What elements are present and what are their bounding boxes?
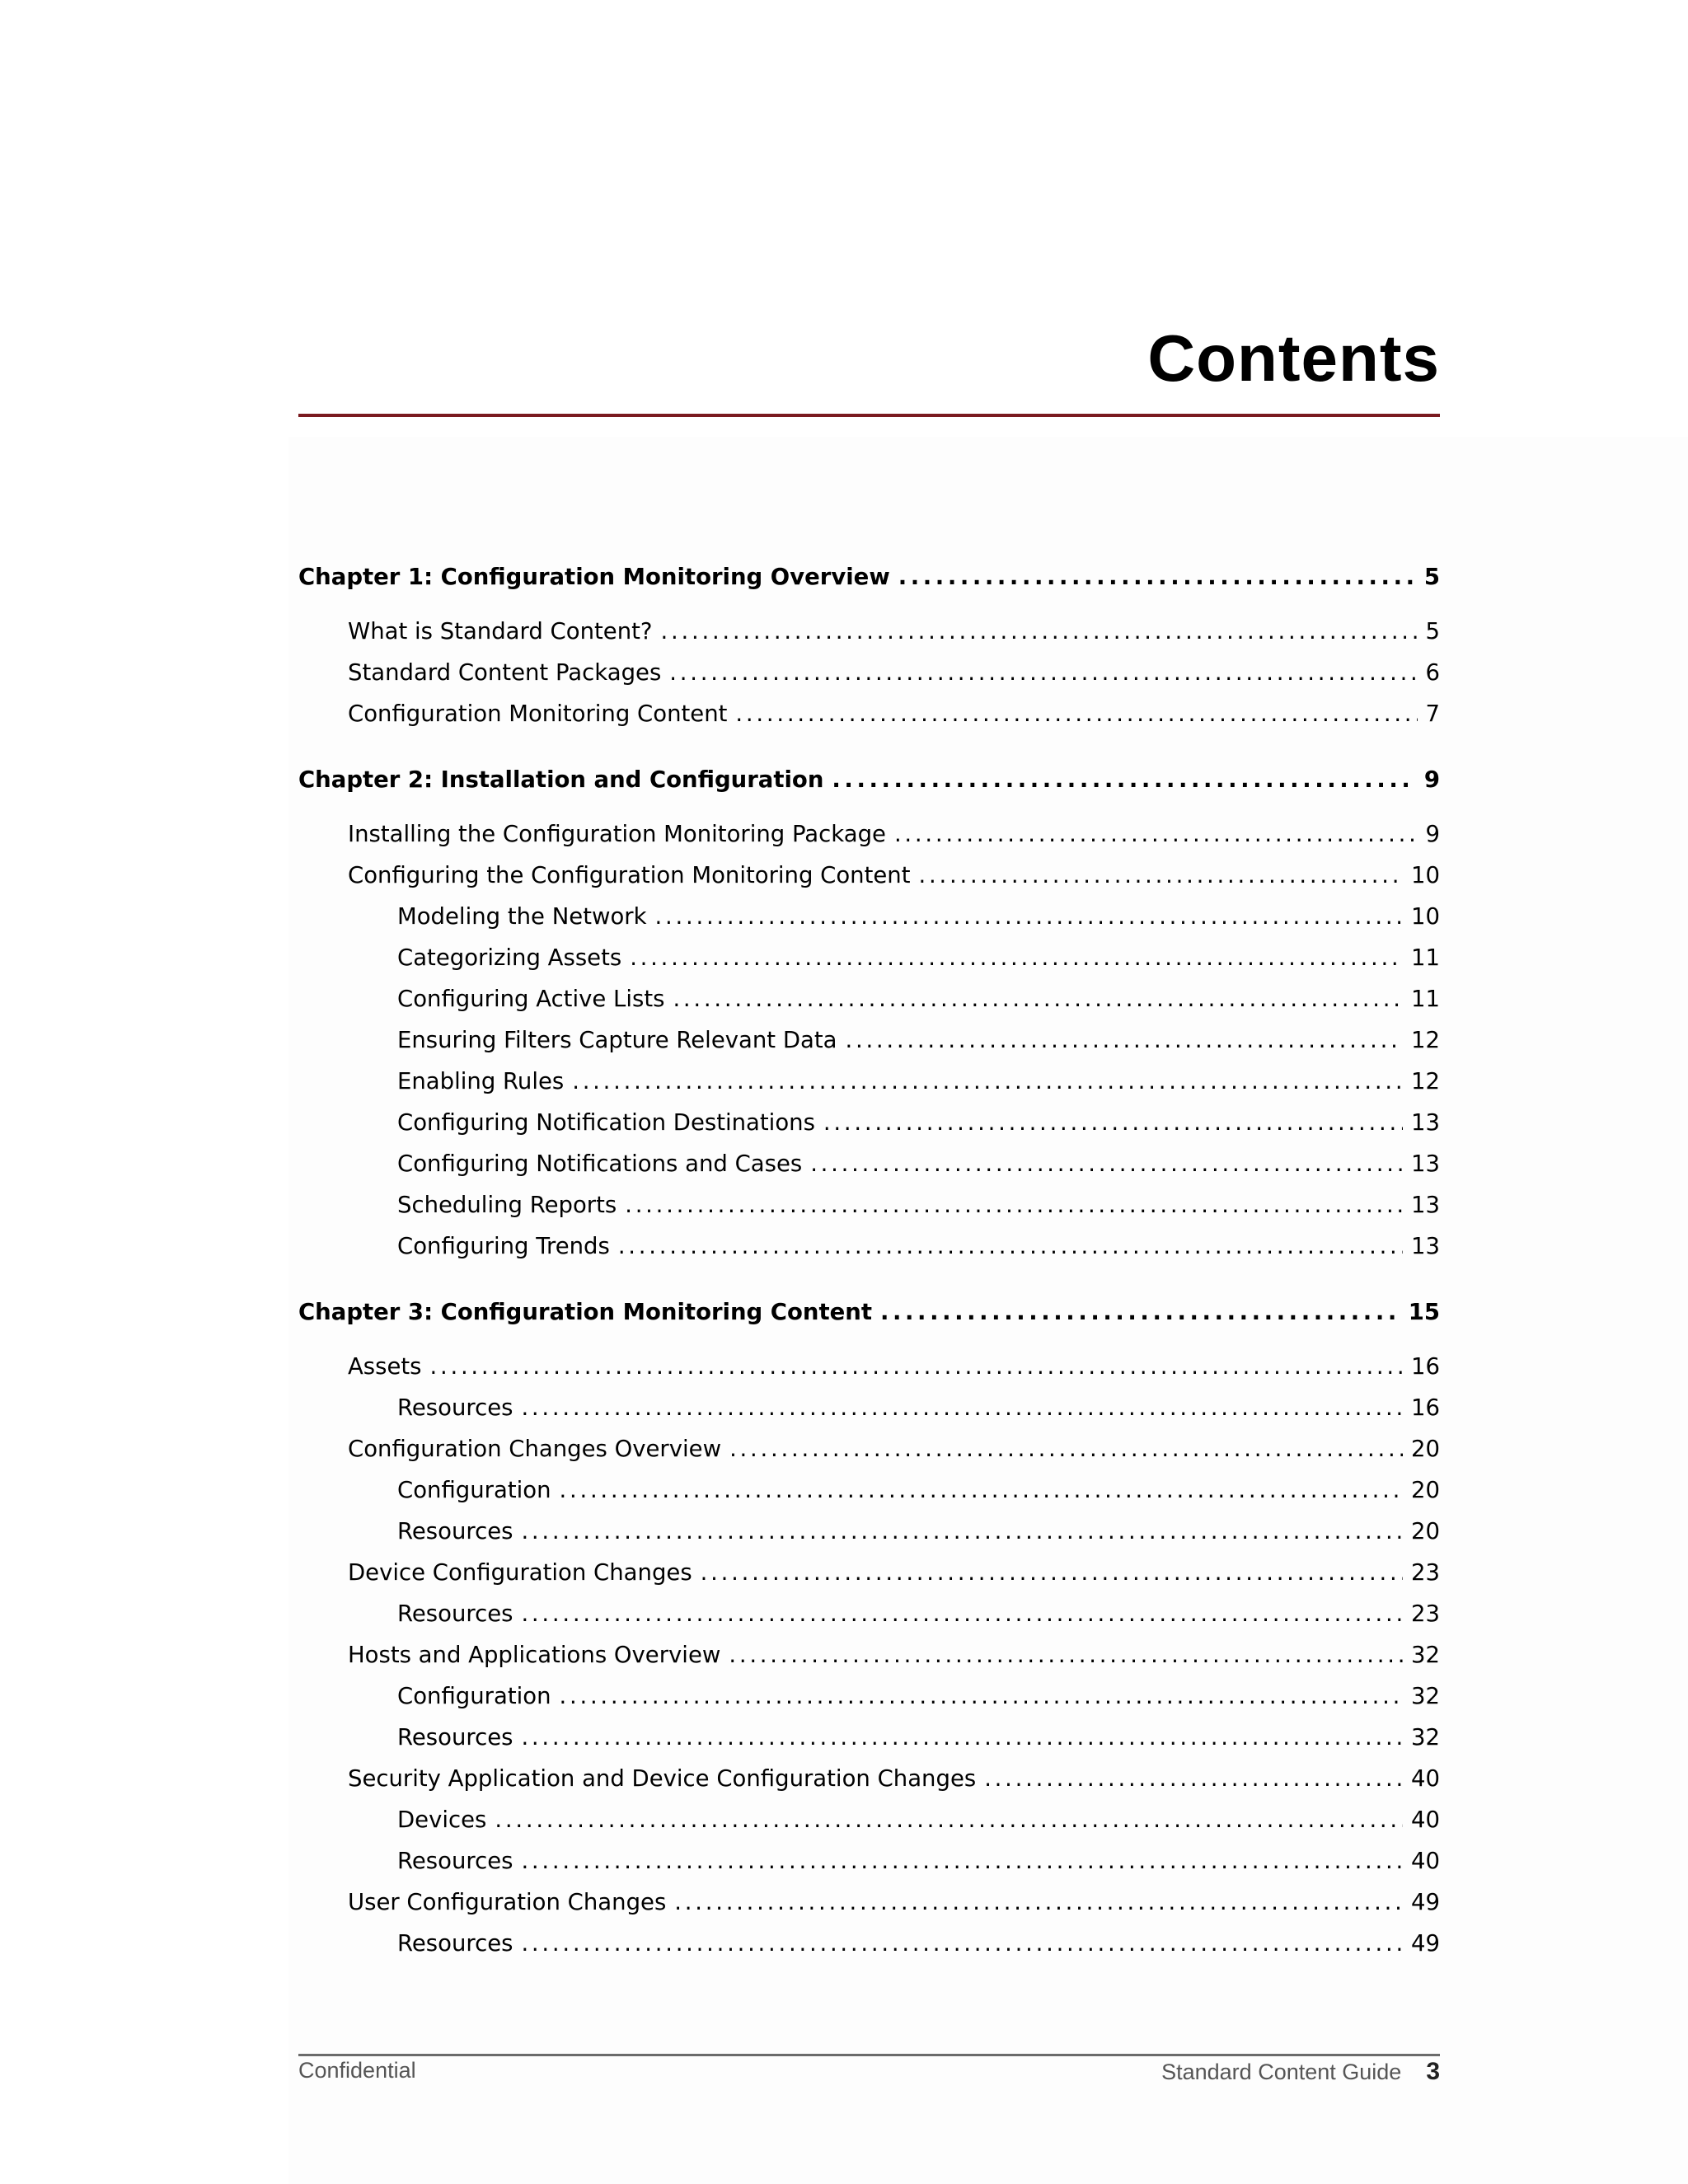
toc-dot-leader bbox=[630, 943, 1403, 972]
toc-chapter-entry[interactable] bbox=[298, 765, 1440, 794]
footer-divider bbox=[298, 2054, 1440, 2056]
toc-dot-leader bbox=[810, 1149, 1403, 1179]
toc-dot-leader bbox=[823, 1108, 1403, 1137]
toc-entry-page-number: 23 bbox=[1411, 1601, 1440, 1627]
toc-entry-label: Assets bbox=[348, 1353, 422, 1380]
toc-entry[interactable] bbox=[397, 1599, 1440, 1629]
toc-entry-label: Resources bbox=[397, 1601, 513, 1627]
toc-entry-page-number: 13 bbox=[1411, 1192, 1440, 1218]
toc-entry[interactable] bbox=[397, 1929, 1440, 1958]
toc-entry-page-number: 20 bbox=[1411, 1477, 1440, 1503]
toc-dot-leader bbox=[674, 1887, 1403, 1917]
toc-entry-label: Resources bbox=[397, 1394, 513, 1421]
toc-entry-page-number: 9 bbox=[1423, 766, 1440, 793]
toc-entry-label: Configuring Active Lists bbox=[397, 986, 665, 1012]
toc-entry[interactable] bbox=[397, 1025, 1440, 1055]
toc-entry[interactable] bbox=[397, 1475, 1440, 1505]
toc-entry[interactable] bbox=[397, 1066, 1440, 1096]
toc-entry[interactable] bbox=[397, 984, 1440, 1014]
toc-dot-leader bbox=[919, 860, 1403, 890]
toc-entry-page-number: 13 bbox=[1411, 1151, 1440, 1177]
toc-dot-leader bbox=[560, 1475, 1404, 1505]
toc-entry[interactable] bbox=[348, 616, 1440, 646]
toc-entry[interactable] bbox=[397, 1805, 1440, 1835]
toc-chapter-entry[interactable] bbox=[298, 1297, 1440, 1327]
footer-page-number: 3 bbox=[1426, 2058, 1440, 2085]
toc-dot-leader bbox=[832, 765, 1415, 794]
toc-dot-leader bbox=[729, 1434, 1403, 1464]
toc-dot-leader bbox=[984, 1764, 1403, 1793]
toc-entry-page-number: 20 bbox=[1411, 1436, 1440, 1462]
toc-entry-label: Device Configuration Changes bbox=[348, 1559, 692, 1586]
toc-dot-leader bbox=[521, 1516, 1403, 1546]
toc-entry[interactable] bbox=[397, 943, 1440, 972]
toc-dot-leader bbox=[521, 1722, 1403, 1752]
toc-entry-label: Chapter 1: Configuration Monitoring Overview bbox=[298, 564, 890, 590]
toc-entry-page-number: 9 bbox=[1425, 821, 1440, 847]
toc-dot-leader bbox=[625, 1190, 1403, 1220]
toc-entry-page-number: 13 bbox=[1411, 1233, 1440, 1259]
toc-entry-page-number: 11 bbox=[1411, 944, 1440, 971]
toc-entry[interactable] bbox=[348, 1764, 1440, 1793]
toc-entry[interactable] bbox=[397, 1149, 1440, 1179]
toc-entry-page-number: 40 bbox=[1411, 1848, 1440, 1874]
toc-entry-label: Configuration bbox=[397, 1683, 551, 1709]
toc-dot-leader bbox=[845, 1025, 1403, 1055]
toc-entry[interactable] bbox=[348, 699, 1440, 729]
toc-dot-leader bbox=[618, 1231, 1403, 1261]
toc-entry-label: Configuring the Configuration Monitoring Content bbox=[348, 862, 911, 888]
toc-entry[interactable] bbox=[397, 1393, 1440, 1422]
toc-entry[interactable] bbox=[348, 1352, 1440, 1381]
toc-dot-leader bbox=[661, 616, 1418, 646]
footer-confidential-label: Confidential bbox=[298, 2058, 416, 2083]
toc-entry[interactable] bbox=[397, 1108, 1440, 1137]
toc-entry-label: Configuring Notifications and Cases bbox=[397, 1151, 803, 1177]
toc-entry-label: User Configuration Changes bbox=[348, 1889, 667, 1915]
toc-entry-label: Resources bbox=[397, 1724, 513, 1750]
toc-entry-page-number: 16 bbox=[1411, 1353, 1440, 1380]
toc-entry-page-number: 5 bbox=[1423, 564, 1440, 590]
toc-entry[interactable] bbox=[397, 1846, 1440, 1876]
toc-dot-leader bbox=[572, 1066, 1403, 1096]
toc-entry[interactable] bbox=[348, 1640, 1440, 1670]
toc-entry[interactable] bbox=[397, 1190, 1440, 1220]
toc-entry-label: Standard Content Packages bbox=[348, 659, 662, 686]
toc-entry[interactable] bbox=[348, 1887, 1440, 1917]
toc-entry-label: Resources bbox=[397, 1930, 513, 1957]
toc-entry-label: Devices bbox=[397, 1807, 487, 1833]
toc-entry-page-number: 32 bbox=[1411, 1724, 1440, 1750]
toc-entry[interactable] bbox=[397, 902, 1440, 931]
toc-dot-leader bbox=[521, 1929, 1403, 1958]
toc-entry-label: Hosts and Applications Overview bbox=[348, 1642, 721, 1668]
toc-entry-page-number: 13 bbox=[1411, 1109, 1440, 1136]
toc-dot-leader bbox=[898, 562, 1416, 592]
toc-entry-label: Configuration Monitoring Content bbox=[348, 701, 728, 727]
toc-entry[interactable] bbox=[348, 1558, 1440, 1587]
toc-entry-page-number: 6 bbox=[1425, 659, 1440, 686]
toc-entry[interactable] bbox=[397, 1516, 1440, 1546]
footer-doc-title: Standard Content Guide bbox=[1161, 2060, 1402, 2084]
toc-dot-leader bbox=[521, 1846, 1403, 1876]
toc-entry-label: Categorizing Assets bbox=[397, 944, 622, 971]
toc-dot-leader bbox=[701, 1558, 1403, 1587]
toc-entry[interactable] bbox=[397, 1722, 1440, 1752]
toc-entry-label: What is Standard Content? bbox=[348, 618, 653, 644]
toc-dot-leader bbox=[880, 1297, 1400, 1327]
toc-entry[interactable] bbox=[348, 860, 1440, 890]
toc-entry-label: Chapter 2: Installation and Configuration bbox=[298, 766, 824, 793]
toc-entry-page-number: 12 bbox=[1411, 1068, 1440, 1094]
toc-entry-page-number: 11 bbox=[1411, 986, 1440, 1012]
toc-dot-leader bbox=[521, 1599, 1403, 1629]
toc-entry[interactable] bbox=[348, 819, 1440, 849]
toc-entry-page-number: 40 bbox=[1411, 1765, 1440, 1792]
toc-entry-page-number: 10 bbox=[1411, 903, 1440, 930]
toc-dot-leader bbox=[521, 1393, 1403, 1422]
toc-entry-label: Configuring Trends bbox=[397, 1233, 610, 1259]
toc-dot-leader bbox=[430, 1352, 1404, 1381]
toc-entry-page-number: 12 bbox=[1411, 1027, 1440, 1053]
toc-dot-leader bbox=[560, 1681, 1404, 1711]
toc-dot-leader bbox=[655, 902, 1403, 931]
page-title: Contents bbox=[1147, 321, 1440, 395]
toc-entry-label: Enabling Rules bbox=[397, 1068, 565, 1094]
toc-chapter-entry[interactable] bbox=[298, 562, 1440, 592]
toc-entry-label: Modeling the Network bbox=[397, 903, 647, 930]
toc-entry-page-number: 40 bbox=[1411, 1807, 1440, 1833]
toc-entry-label: Configuration bbox=[397, 1477, 551, 1503]
toc-dot-leader bbox=[673, 984, 1403, 1014]
toc-entry-page-number: 16 bbox=[1411, 1394, 1440, 1421]
toc-entry-page-number: 32 bbox=[1411, 1642, 1440, 1668]
toc-dot-leader bbox=[669, 658, 1417, 687]
toc-entry[interactable] bbox=[397, 1231, 1440, 1261]
toc-dot-leader bbox=[894, 819, 1418, 849]
toc-entry-page-number: 49 bbox=[1411, 1889, 1440, 1915]
toc-entry[interactable] bbox=[348, 658, 1440, 687]
toc-entry-label: Ensuring Filters Capture Relevant Data bbox=[397, 1027, 837, 1053]
toc-entry-page-number: 49 bbox=[1411, 1930, 1440, 1957]
toc-entry-page-number: 5 bbox=[1425, 618, 1440, 644]
toc-entry-label: Resources bbox=[397, 1848, 513, 1874]
toc-entry-label: Security Application and Device Configuration Changes bbox=[348, 1765, 977, 1792]
footer-right bbox=[1161, 2058, 1440, 2086]
toc-entry-page-number: 7 bbox=[1425, 701, 1440, 727]
toc-entry-label: Configuring Notification Destinations bbox=[397, 1109, 815, 1136]
toc-entry-label: Configuration Changes Overview bbox=[348, 1436, 722, 1462]
toc-entry-page-number: 15 bbox=[1408, 1299, 1440, 1325]
toc-entry-label: Resources bbox=[397, 1518, 513, 1544]
toc-entry-label: Scheduling Reports bbox=[397, 1192, 617, 1218]
toc-entry-page-number: 23 bbox=[1411, 1559, 1440, 1586]
toc-entry[interactable] bbox=[348, 1434, 1440, 1464]
toc-dot-leader bbox=[729, 1640, 1403, 1670]
toc-entry-label: Installing the Configuration Monitoring Package bbox=[348, 821, 886, 847]
toc-entry-page-number: 32 bbox=[1411, 1683, 1440, 1709]
toc-entry-label: Chapter 3: Configuration Monitoring Content bbox=[298, 1299, 872, 1325]
toc-dot-leader bbox=[735, 699, 1417, 729]
toc-entry-page-number: 20 bbox=[1411, 1518, 1440, 1544]
toc-entry-page-number: 10 bbox=[1411, 862, 1440, 888]
toc-entry[interactable] bbox=[397, 1681, 1440, 1711]
toc-dot-leader bbox=[495, 1805, 1403, 1835]
